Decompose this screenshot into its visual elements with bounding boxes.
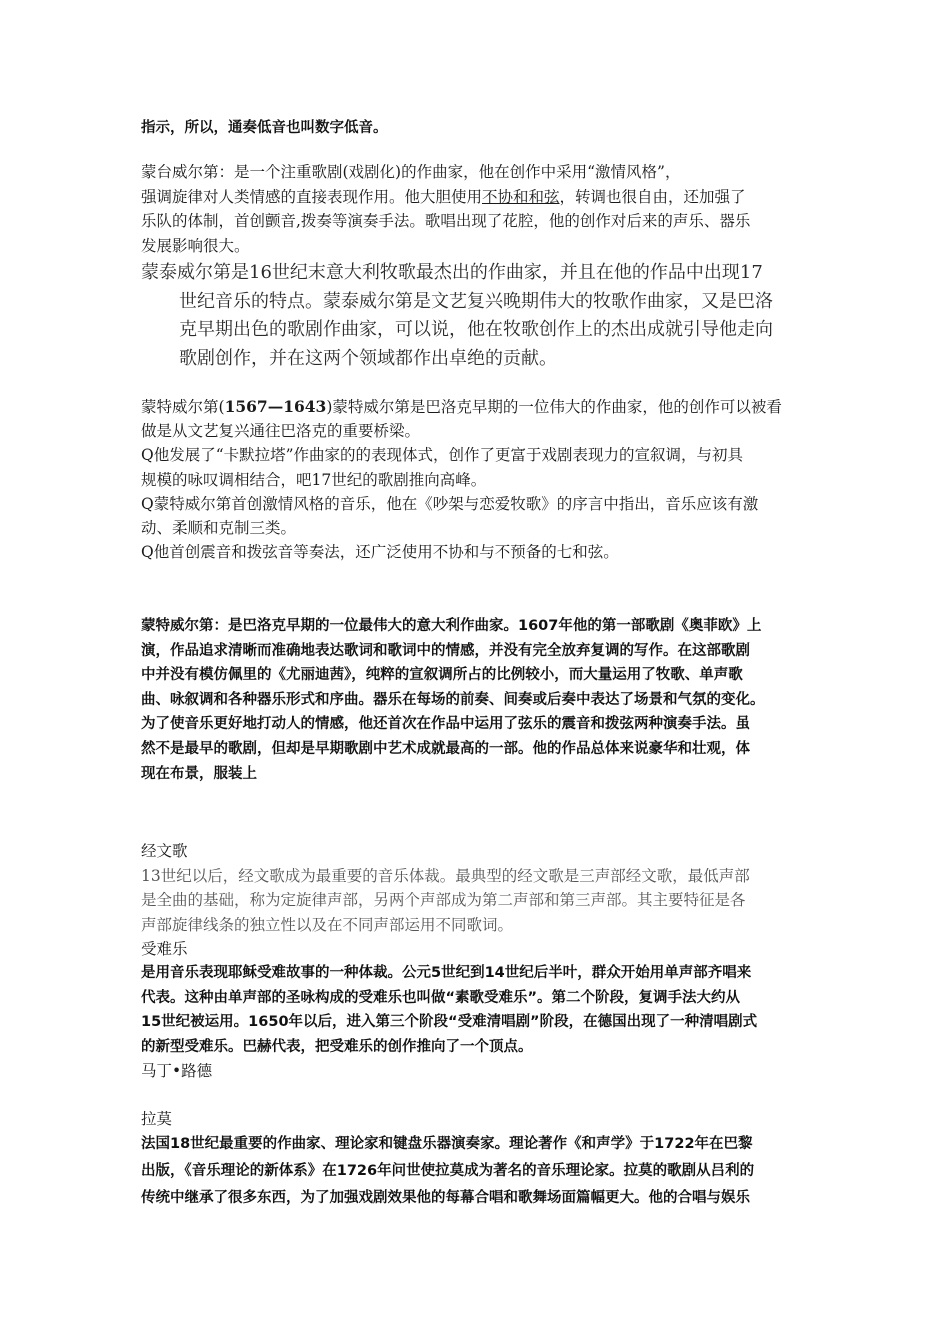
text-line: 为了使音乐更好地打动人的情感，他还首次在作品中运用了弦乐的震音和拨弦两种演奏手法。虽 (141, 716, 750, 733)
text-line: 声部旋律线条的独立性以及在不同声部运用不同歌词。 (141, 915, 514, 934)
text-line: 蒙特威尔第：是巴洛克早期的一位最伟大的意大利作曲家。1607年他的第一部歌剧《奥菲欧》上 (141, 618, 762, 634)
text-line: 现在布景，服装上 (141, 765, 257, 782)
rameau-body (141, 1131, 831, 1212)
text-span: 蒙特威尔第( (141, 398, 225, 416)
passion-body (141, 961, 831, 1059)
text-line: 蒙台威尔第：是一个注重歌剧(戏剧化)的作曲家，他在创作中采用“激情风格”， (141, 163, 681, 181)
monteverdi-paragraph-4 (141, 614, 831, 786)
text-line: 克早期出色的歌剧作曲家，可以说，他在牧歌创作上的杰出成就引导他走向 (179, 319, 773, 340)
text-line (141, 185, 831, 210)
text-line: 规模的咏叹调相结合，吧17世纪的歌剧推向高峰。 (141, 470, 487, 489)
text-line: 乐队的体制，首创颤音,拨奏等演奏手法。歌唱出现了花腔，他的创作对后来的声乐、器乐 (141, 212, 751, 230)
section-heading: 拉莫 (141, 1110, 173, 1128)
text-line: 是用音乐表现耶稣受难故事的一种体裁。公元5世纪到14世纪后半叶，群众开始用单声部齐唱来 (141, 965, 752, 981)
monteverdi-paragraph-2 (141, 259, 831, 373)
dates: 1567—1643 (224, 397, 327, 416)
text-line: 的新型受难乐。巴赫代表，把受难乐的创作推向了一个顶点。 (141, 1038, 533, 1055)
text-line: 法国18世纪最重要的作曲家、理论家和键盘乐器演奏家。理论著作《和声学》于1722年在巴黎 (141, 1136, 753, 1152)
text-line: Q他发展了“卡默拉塔”作曲家的的表现体式，创作了更富于戏剧表现力的宣叙调，与初具 (141, 446, 744, 465)
text-line: 是全曲的基础，称为定旋律声部，另两个声部成为第二声部和第三声部。其主要特征是各 (141, 891, 746, 909)
text-span: 强调旋律对人类情感的直接表现作用。他大胆使用 (141, 187, 483, 206)
section-heading: 经文歌 (141, 842, 188, 860)
text-line: 歌剧创作，并在这两个领域都作出卓绝的贡献。 (179, 347, 557, 369)
text-line: 发展影响很大。 (141, 236, 250, 255)
text-line: 做是从文艺复兴通往巴洛克的重要桥梁。 (141, 422, 421, 441)
text-line: 传统中继承了很多东西，为了加强戏剧效果他的每幕合唱和歌舞场面篇幅更大。他的合唱与娱乐 (141, 1190, 750, 1206)
text-line: 然不是最早的歌剧，但却是早期歌剧中艺术成就最高的一部。他的作品总体来说豪华和壮观，体 (141, 740, 750, 757)
text-line: 中并没有模仿佩里的《尤丽迪茜》，纯粹的宣叙调所占的比例较小，而大量运用了牧歌、单声歌 (141, 667, 743, 684)
passion-section (141, 937, 831, 1083)
text-line: 出版，《音乐理论的新体系》在1726年问世使拉莫成为著名的音乐理论家。拉莫的歌剧从吕利的 (141, 1163, 755, 1179)
monteverdi-paragraph-1 (141, 160, 831, 258)
text-line: 15世纪被运用。1650年以后，进入第三个阶段“受难清唱剧”阶段，在德国出现了一种清唱剧式 (141, 1014, 758, 1030)
text-line: Q蒙特威尔第首创激情风格的音乐，他在《吵架与恋爱牧歌》的序言中指出，音乐应该有激 (141, 494, 759, 513)
underlined-term: 不协和和弦 (482, 187, 560, 206)
text-line: 演，作品追求清晰而准确地表达歌词和歌词中的情感，并没有完全放弃复调的写作。在这部歌剧 (141, 642, 750, 659)
text-line (141, 395, 831, 419)
text-line: 世纪音乐的特点。蒙泰威尔第是文艺复兴晚期伟大的牧歌作曲家，又是巴洛 (179, 290, 773, 312)
intro-paragraph (141, 116, 831, 137)
text-line: 曲、咏叙调和各种器乐形式和序曲。器乐在每场的前奏、间奏或后奏中表达了场景和气氛的变化。 (141, 691, 765, 708)
rameau-section (141, 1107, 831, 1212)
section-heading: 受难乐 (141, 940, 188, 958)
text-line: 蒙泰威尔第是16世纪末意大利牧歌最杰出的作曲家，并且在他的作品中出现17 (141, 262, 763, 283)
motet-section (141, 839, 831, 937)
monteverdi-paragraph-3 (141, 395, 831, 564)
text-span: )蒙特威尔第是巴洛克早期的一位伟大的作曲家，他的创作可以被看 (326, 398, 782, 416)
text-line: 代表。这种由单声部的圣咏构成的受难乐也叫做“素歌受难乐”。第二个阶段，复调手法大约从 (141, 989, 741, 1006)
text-line: 13世纪以后，经文歌成为最重要的音乐体裁。最典型的经文歌是三声部经文歌，最低声部 (141, 866, 750, 885)
intro-line: 指示，所以，通奏低音也叫数字低音。 (141, 120, 388, 136)
text-span: ，转调也很自由，还加强了 (559, 187, 746, 206)
martin-luther-line: 马丁•路德 (141, 1062, 213, 1080)
text-line: 动、柔顺和克制三类。 (141, 519, 297, 538)
text-line: Q他首创震音和拨弦音等奏法，还广泛使用不协和与不预备的七和弦。 (141, 543, 619, 562)
